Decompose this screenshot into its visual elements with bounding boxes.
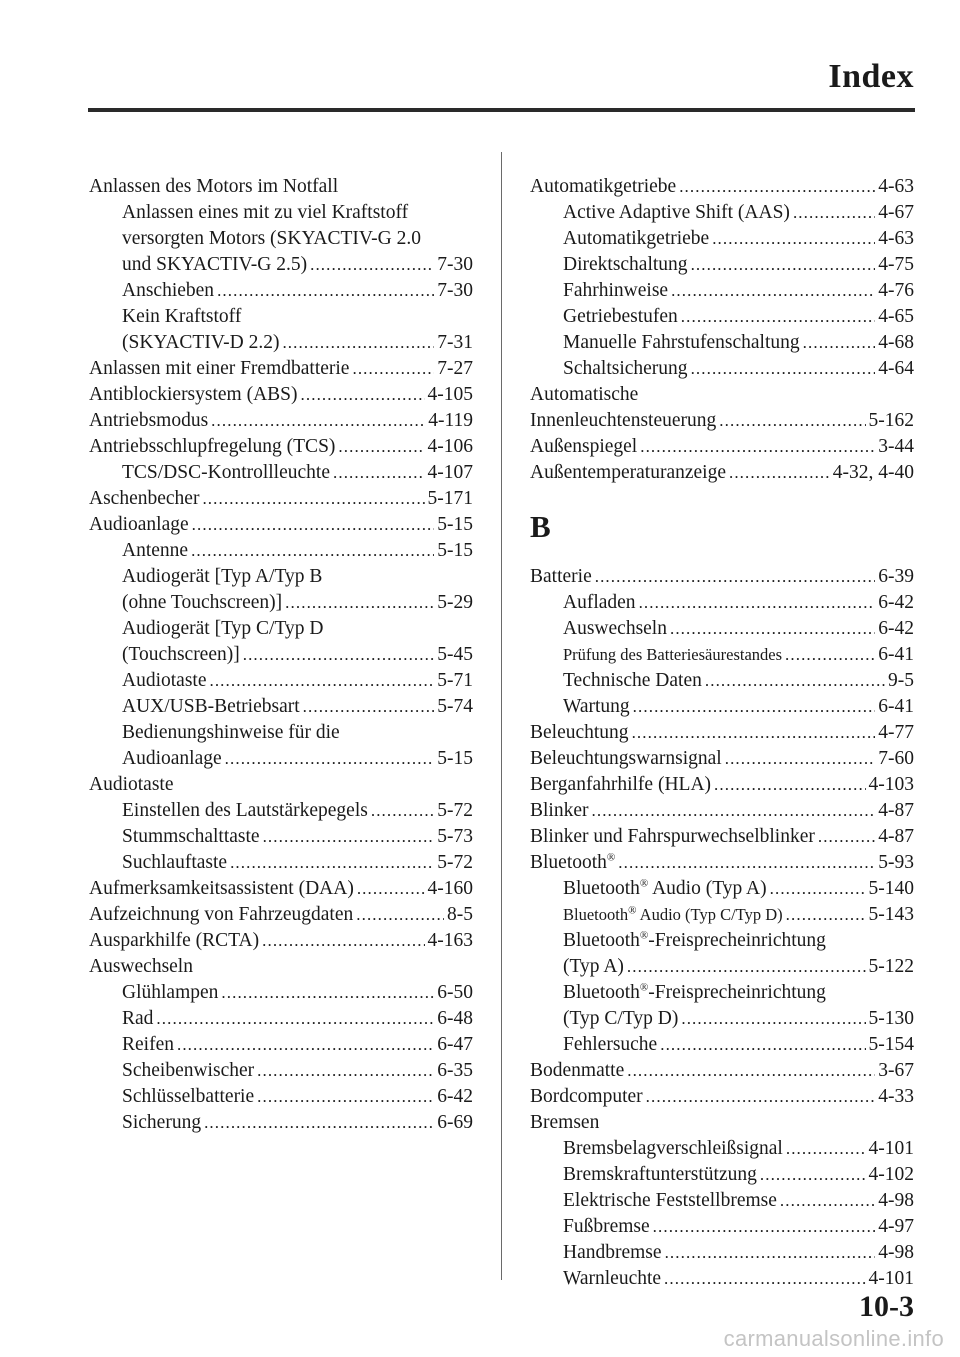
index-entry — [89, 356, 473, 382]
index-entry — [530, 850, 914, 876]
index-entry — [89, 1110, 473, 1136]
index-entry-page: 4-105 — [427, 384, 473, 405]
index-entry-page: 4-75 — [878, 254, 914, 275]
index-entry-term: Audiotaste — [89, 774, 174, 795]
index-entry-page: 4-119 — [428, 410, 473, 431]
dot-leader — [705, 668, 885, 694]
index-column-right — [530, 174, 914, 1292]
index-entry — [530, 954, 914, 980]
dot-leader — [285, 590, 434, 616]
index-entry — [89, 642, 473, 668]
index-entry-term: Blinker — [530, 800, 589, 821]
dot-leader — [670, 616, 875, 642]
index-entry-page: 6-47 — [437, 1034, 473, 1055]
index-entry-term: Scheibenwischer — [122, 1060, 255, 1081]
index-entry — [89, 850, 473, 876]
index-entry-term: Auswechseln — [89, 956, 193, 977]
index-entry-term: Automatikgetriebe — [563, 228, 710, 249]
index-entry-page: 4-101 — [868, 1268, 914, 1289]
index-column-left — [89, 174, 473, 1136]
dot-leader — [156, 1006, 434, 1032]
dot-leader — [230, 850, 434, 876]
index-entry — [530, 564, 914, 590]
index-entry — [530, 226, 914, 252]
dot-leader — [310, 252, 434, 278]
dot-leader — [646, 1084, 876, 1110]
index-entry-page: 6-69 — [437, 1112, 473, 1133]
index-entry-page: 4-107 — [427, 462, 473, 483]
dot-leader — [712, 226, 875, 252]
index-entry — [89, 304, 473, 330]
registered-mark: ® — [628, 904, 637, 917]
index-entry — [89, 434, 473, 460]
index-entry — [89, 772, 473, 798]
index-entry-page: 6-41 — [878, 696, 914, 717]
index-entry — [89, 902, 473, 928]
index-entry-term: Bordcomputer — [530, 1086, 643, 1107]
dot-leader — [209, 668, 434, 694]
index-entry-page: 4-64 — [878, 358, 914, 379]
dot-leader — [257, 1058, 434, 1084]
dot-leader — [793, 200, 875, 226]
index-entry — [530, 1058, 914, 1084]
index-entry — [530, 876, 914, 902]
dot-leader — [303, 694, 435, 720]
dot-leader — [671, 278, 875, 304]
index-entry-page: 6-42 — [878, 592, 914, 613]
dot-leader — [803, 330, 876, 356]
dot-leader — [618, 850, 875, 876]
index-entry-page: 6-48 — [437, 1008, 473, 1029]
index-entry — [530, 356, 914, 382]
index-entry — [530, 382, 914, 408]
index-entry-term: Bluetooth® Audio (Typ C/Typ D) — [563, 904, 783, 924]
index-entry-term: versorgten Motors (SKYACTIV-G 2.0 — [122, 228, 421, 249]
dot-leader — [780, 1188, 875, 1214]
index-entry-term: Bodenmatte — [530, 1060, 625, 1081]
index-entry — [89, 486, 473, 512]
index-entry-term: Wartung — [563, 696, 630, 717]
index-entry-page: 7-60 — [878, 748, 914, 769]
index-entry-term: und SKYACTIV-G 2.5) — [122, 254, 308, 275]
index-entry-term: (SKYACTIV-D 2.2) — [122, 332, 280, 353]
index-entry-term: Audioanlage — [122, 748, 222, 769]
dot-leader — [592, 798, 876, 824]
index-entry-page: 3-67 — [878, 1060, 914, 1081]
index-entry-page: 5-72 — [437, 800, 473, 821]
dot-leader — [640, 434, 875, 460]
index-entry-page: 4-65 — [878, 306, 914, 327]
index-entry-term: Active Adaptive Shift (AAS) — [563, 202, 790, 223]
index-entry-page: 5-130 — [868, 1008, 914, 1029]
index-entry-term: (Typ A) — [563, 956, 624, 977]
index-entry — [530, 798, 914, 824]
dot-leader — [729, 460, 830, 486]
index-entry — [89, 226, 473, 252]
dot-leader — [282, 330, 434, 356]
index-entry-page: 5-74 — [437, 696, 473, 717]
index-entry-term: Rad — [122, 1008, 154, 1029]
index-entry-term: Außentemperaturanzeige — [530, 462, 726, 483]
index-entry — [89, 928, 473, 954]
index-entry-page: 6-42 — [878, 618, 914, 639]
index-entry-term: Audiogerät [Typ C/Typ D — [122, 618, 324, 639]
index-entry-term: AUX/USB-Betriebsart — [122, 696, 300, 717]
dot-leader — [653, 1214, 876, 1240]
index-entry — [530, 1032, 914, 1058]
index-entry-term: Bluetooth® Audio (Typ A) — [563, 877, 767, 899]
index-entry-term: Beleuchtung — [530, 722, 629, 743]
index-entry-page: 5-140 — [868, 878, 914, 899]
dot-leader — [357, 876, 425, 902]
index-entry-term: Automatische — [530, 384, 639, 405]
index-entry-term: Blinker und Fahrspurwechselblinker — [530, 826, 815, 847]
index-entry — [89, 408, 473, 434]
dot-leader — [714, 772, 865, 798]
dot-leader — [681, 1006, 865, 1032]
index-entry-page: 5-93 — [878, 852, 914, 873]
index-entry-term: Antiblockiersystem (ABS) — [89, 384, 298, 405]
index-entry-term: (Typ C/Typ D) — [563, 1008, 679, 1029]
index-entry-term: Manuelle Fahrstufenschaltung — [563, 332, 800, 353]
index-entry-term: Einstellen des Lautstärkepegels — [122, 800, 368, 821]
index-entry-page: 5-143 — [868, 904, 914, 925]
index-entry-term: Elektrische Feststellbremse — [563, 1190, 777, 1211]
index-entry-page: 8-5 — [447, 904, 473, 925]
index-entry-page: 5-72 — [437, 852, 473, 873]
index-entry — [89, 538, 473, 564]
dot-leader — [665, 1240, 876, 1266]
index-entry — [530, 668, 914, 694]
index-entry — [89, 980, 473, 1006]
index-entry — [530, 720, 914, 746]
dot-leader — [595, 564, 876, 590]
dot-leader — [177, 1032, 434, 1058]
index-entry-page: 4-163 — [427, 930, 473, 951]
index-entry-term: Handbremse — [563, 1242, 662, 1263]
dot-leader — [192, 512, 435, 538]
dot-leader — [202, 486, 424, 512]
index-entry-term: Aschenbecher — [89, 488, 200, 509]
index-entry-term: Fußbremse — [563, 1216, 650, 1237]
dot-leader — [691, 356, 876, 382]
index-entry — [530, 772, 914, 798]
dot-leader — [263, 824, 435, 850]
index-entry — [89, 720, 473, 746]
index-entry — [530, 1136, 914, 1162]
index-entry — [89, 668, 473, 694]
dot-leader — [243, 642, 435, 668]
index-entry-page: 5-171 — [427, 488, 473, 509]
dot-leader — [333, 460, 425, 486]
index-entry — [89, 590, 473, 616]
index-entry — [530, 980, 914, 1006]
index-entry-term: Berganfahrhilfe (HLA) — [530, 774, 712, 795]
index-entry-page: 4-102 — [868, 1164, 914, 1185]
page-title: Index — [828, 58, 914, 95]
dot-leader — [338, 434, 424, 460]
index-entry-page: 4-101 — [868, 1138, 914, 1159]
index-entry — [530, 434, 914, 460]
index-entry-term: Auswechseln — [563, 618, 667, 639]
index-entry — [89, 278, 473, 304]
index-entry — [89, 330, 473, 356]
page-number: 10-3 — [859, 1290, 914, 1323]
index-entry — [89, 1006, 473, 1032]
column-divider — [501, 152, 502, 1280]
index-entry — [530, 460, 914, 486]
index-entry-page: 6-41 — [878, 644, 914, 665]
index-entry-page: 4-97 — [878, 1216, 914, 1237]
index-entry — [89, 798, 473, 824]
index-entry — [530, 408, 914, 434]
index-entry — [530, 200, 914, 226]
index-entry-term: Sicherung — [122, 1112, 202, 1133]
index-entry-page: 4-63 — [878, 176, 914, 197]
index-entry-page: 5-154 — [868, 1034, 914, 1055]
index-entry — [89, 1084, 473, 1110]
index-entry-page: 6-35 — [437, 1060, 473, 1081]
index-entry-term: TCS/DSC-Kontrollleuchte — [122, 462, 330, 483]
index-entry-page: 4-76 — [878, 280, 914, 301]
index-entry — [89, 564, 473, 590]
index-entry — [530, 902, 914, 928]
index-entry — [530, 1110, 914, 1136]
index-entry-term: Bremskraftunterstützung — [563, 1164, 757, 1185]
index-group-a — [530, 174, 914, 486]
dot-leader — [818, 824, 875, 850]
index-entry — [530, 1214, 914, 1240]
dot-leader — [660, 1032, 865, 1058]
index-entry-term: Innenleuchtensteuerung — [530, 410, 717, 431]
index-entry-term: Antriebsmodus — [89, 410, 209, 431]
dot-leader — [352, 356, 434, 382]
index-entry-page: 4-87 — [878, 826, 914, 847]
registered-mark: ® — [606, 851, 616, 864]
index-group-b — [530, 564, 914, 1292]
index-entry — [89, 512, 473, 538]
index-entry-page: 3-44 — [878, 436, 914, 457]
dot-leader — [633, 694, 876, 720]
index-entry-page: 4-106 — [427, 436, 473, 457]
dot-leader — [204, 1110, 434, 1136]
index-entry — [89, 1058, 473, 1084]
dot-leader — [627, 1058, 875, 1084]
index-entry-term: Bluetooth®-Freisprecheinrichtung — [563, 981, 826, 1003]
registered-mark: ® — [639, 877, 649, 890]
index-entry-term: Bluetooth® — [530, 851, 616, 873]
dot-leader — [719, 408, 865, 434]
index-entry-term: Glühlampen — [122, 982, 219, 1003]
index-entry — [530, 590, 914, 616]
registered-mark: ® — [639, 981, 649, 994]
index-entry-page: 5-162 — [868, 410, 914, 431]
index-entry-page: 6-42 — [437, 1086, 473, 1107]
index-entry-term: Automatikgetriebe — [530, 176, 677, 197]
dot-leader — [371, 798, 434, 824]
index-entry-term: Fehlersuche — [563, 1034, 658, 1055]
index-entry-page: 7-30 — [437, 280, 473, 301]
index-entry-page: 5-71 — [437, 670, 473, 691]
index-entry-page: 4-77 — [878, 722, 914, 743]
index-entry-term: Direktschaltung — [563, 254, 688, 275]
index-entry-term: Kein Kraftstoff — [122, 306, 242, 327]
index-entry-term: Schlüsselbatterie — [122, 1086, 255, 1107]
index-entry-page: 5-15 — [437, 748, 473, 769]
index-entry — [89, 1032, 473, 1058]
index-entry — [530, 746, 914, 772]
index-entry — [530, 174, 914, 200]
dot-leader — [221, 980, 434, 1006]
index-entry — [530, 928, 914, 954]
header-rule — [88, 108, 915, 112]
index-entry — [89, 746, 473, 772]
index-entry-term: Reifen — [122, 1034, 174, 1055]
index-entry-term: Anschieben — [122, 280, 215, 301]
index-entry — [89, 954, 473, 980]
index-entry-term: Bluetooth®-Freisprecheinrichtung — [563, 929, 826, 951]
index-entry — [89, 616, 473, 642]
index-entry — [530, 824, 914, 850]
index-entry-term: Suchlauftaste — [122, 852, 228, 873]
index-entry-term: Bremsen — [530, 1112, 600, 1133]
dot-leader — [770, 876, 866, 902]
index-entry-term: Bedienungshinweise für die — [122, 722, 340, 743]
index-entry — [530, 1266, 914, 1292]
dot-leader — [191, 538, 434, 564]
dot-leader — [785, 642, 875, 668]
index-entry-page: 5-15 — [437, 540, 473, 561]
index-entry-page: 7-30 — [437, 254, 473, 275]
index-entry — [530, 642, 914, 668]
index-entry-term: Audiogerät [Typ A/Typ B — [122, 566, 323, 587]
dot-leader — [217, 278, 434, 304]
dot-leader — [262, 928, 424, 954]
index-entry-term: Batterie — [530, 566, 592, 587]
dot-leader — [225, 746, 435, 772]
index-entry-page: 4-98 — [878, 1242, 914, 1263]
dot-leader — [627, 954, 866, 980]
index-entry — [530, 278, 914, 304]
dot-leader — [786, 1136, 866, 1162]
index-entry — [530, 1162, 914, 1188]
dot-leader — [786, 902, 866, 928]
section-letter-b: B — [530, 509, 551, 544]
index-entry-term: Technische Daten — [563, 670, 702, 691]
index-entry-page: 4-67 — [878, 202, 914, 223]
index-entry-page: 6-50 — [437, 982, 473, 1003]
index-entry-page: 5-29 — [437, 592, 473, 613]
dot-leader — [356, 902, 444, 928]
index-entry — [89, 824, 473, 850]
index-entry — [530, 252, 914, 278]
index-entry — [89, 382, 473, 408]
index-entry-page: 4-87 — [878, 800, 914, 821]
index-entry — [89, 174, 473, 200]
index-entry-term: Anlassen des Motors im Notfall — [89, 176, 339, 197]
index-entry-term: Beleuchtungswarnsignal — [530, 748, 722, 769]
index-entry-term: Prüfung des Batteriesäurestandes — [563, 645, 783, 664]
index-entry-term: Schaltsicherung — [563, 358, 688, 379]
index-entry-term: Anlassen mit einer Fremdbatterie — [89, 358, 350, 379]
index-entry-term: Bremsbelagverschleißsignal — [563, 1138, 783, 1159]
index-entry-page: 7-27 — [437, 358, 473, 379]
index-entry-term: Aufmerksamkeitsassistent (DAA) — [89, 878, 354, 899]
index-entry — [530, 1240, 914, 1266]
dot-leader — [681, 304, 875, 330]
index-entry — [89, 200, 473, 226]
index-entry-term: Audiotaste — [122, 670, 207, 691]
dot-leader — [301, 382, 425, 408]
index-entry-page: 4-63 — [878, 228, 914, 249]
index-entry-term: Getriebestufen — [563, 306, 678, 327]
dot-leader — [639, 590, 876, 616]
index-entry-page: 4-98 — [878, 1190, 914, 1211]
index-entry-page: 4-160 — [427, 878, 473, 899]
index-entry-term: Audioanlage — [89, 514, 189, 535]
index-entry-page: 6-39 — [878, 566, 914, 587]
index-entry-page: 4-33 — [878, 1086, 914, 1107]
index-entry-term: Anlassen eines mit zu viel Kraftstoff — [122, 202, 409, 223]
index-entry — [530, 616, 914, 642]
watermark: carmanualsonline.info — [723, 1326, 944, 1351]
dot-leader — [691, 252, 876, 278]
index-entry-term: Aufzeichnung von Fahrzeugdaten — [89, 904, 354, 925]
index-entry-term: Antenne — [122, 540, 189, 561]
index-entry-term: Fahrhinweise — [563, 280, 669, 301]
index-entry-term: Stummschalttaste — [122, 826, 260, 847]
index-entry — [89, 876, 473, 902]
index-entry-term: (Touchscreen)] — [122, 644, 240, 665]
index-entry-term: Ausparkhilfe (RCTA) — [89, 930, 260, 951]
index-entry-term: Außenspiegel — [530, 436, 638, 457]
registered-mark: ® — [639, 929, 649, 942]
index-entry-term: (ohne Touchscreen)] — [122, 592, 283, 613]
dot-leader — [211, 408, 425, 434]
index-entry-page: 9-5 — [888, 670, 914, 691]
dot-leader — [725, 746, 876, 772]
index-entry-page: 5-15 — [437, 514, 473, 535]
index-entry-page: 5-73 — [437, 826, 473, 847]
index-entry — [89, 460, 473, 486]
index-entry — [89, 694, 473, 720]
index-entry — [530, 330, 914, 356]
index-entry — [530, 694, 914, 720]
index-entry — [89, 252, 473, 278]
index-entry — [530, 1006, 914, 1032]
index-entry-term: Antriebsschlupfregelung (TCS) — [89, 436, 336, 457]
index-entry-page: 4-68 — [878, 332, 914, 353]
dot-leader — [632, 720, 876, 746]
index-entry-term: Aufladen — [563, 592, 636, 613]
index-entry-page: 5-45 — [437, 644, 473, 665]
dot-leader — [664, 1266, 865, 1292]
dot-leader — [679, 174, 875, 200]
index-entry-page: 7-31 — [437, 332, 473, 353]
dot-leader — [257, 1084, 434, 1110]
dot-leader — [760, 1162, 866, 1188]
index-entry — [530, 304, 914, 330]
index-entry-term: Warnleuchte — [563, 1268, 662, 1289]
index-entry — [530, 1188, 914, 1214]
index-entry — [530, 1084, 914, 1110]
index-entry-page: 5-122 — [868, 956, 914, 977]
index-entry-page: 4-32, 4-40 — [832, 462, 914, 483]
index-entry-page: 4-103 — [868, 774, 914, 795]
